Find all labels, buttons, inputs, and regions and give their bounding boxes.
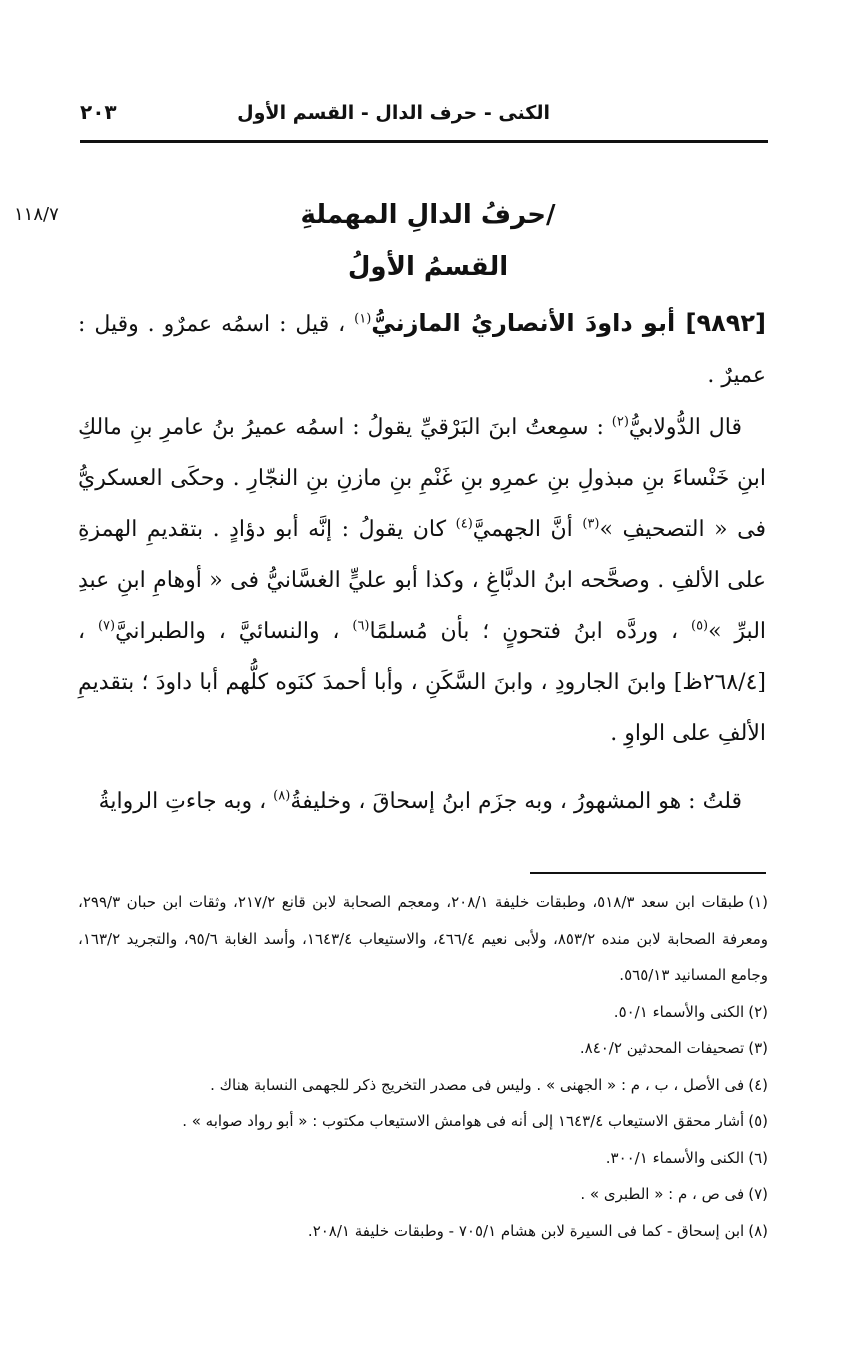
footnote-text: الكنى والأسماء ٣٠٠/١.	[605, 1148, 745, 1167]
footnote-text: تصحيفات المحدثين ٨٤٠/٢.	[579, 1039, 745, 1057]
paragraph-text: ، [٢٦٨/٤ظ] وابنَ الجارودِ ، وابنَ السَّكَنِ ، وأبا أحمدَ كنَوه كلُّهم أبا داودَ ؛ بتقديمِ الألفِ على الواوِ .	[78, 619, 766, 746]
footnote-marker: (٨)	[273, 788, 291, 804]
paragraph-text: قلتُ : هو المشهورُ ، وبه جزَم ابنُ إسحاقَ ، وخليفةُ	[290, 789, 742, 814]
header-rule	[80, 140, 768, 143]
footnote-marker: (١)	[354, 311, 372, 327]
footnote	[78, 1213, 768, 1250]
entry-text: ، قيل : اسمُه عمرٌو . وقيل : عميرٌ .	[78, 312, 766, 388]
footnote-text: الكنى والأسماء ٥٠/١.	[613, 1002, 745, 1021]
footnote-number: (٣)	[748, 1039, 768, 1057]
running-header	[80, 98, 760, 134]
footnote-number: (٨)	[748, 1221, 768, 1240]
footnote-marker: (٢)	[611, 414, 629, 430]
footnote-text: طبقات ابن سعد ٥١٨/٣، وطبقات خليفة ٢٠٨/١، ومعجم الصحابة لابن قانع ٢١٧/٢، وثقات ابن حبان ٢٩٩/٣، ومعرفة الصحابة لابن منده ٨٥٣/٢، ولأبى نعيم ٤٦٦/٤، والاستيعاب ١٦٤٣/٤، وأسد الغابة ٩٥/٦، والتجريد ١٦٣/٢، وجامع المسانيد ٥٦٥/١٣.	[78, 893, 768, 984]
body-paragraph	[78, 402, 766, 759]
footnote	[78, 994, 768, 1031]
entry-heading: [٩٨٩٢] أبو داودَ الأنصاريُ المازنيُّ	[371, 309, 767, 337]
body-paragraph	[78, 776, 766, 832]
footnotes	[78, 884, 768, 1249]
footnote-text: فى ص ، م : « الطبرى » .	[580, 1185, 745, 1203]
footnote-marker: (٦)	[352, 618, 370, 634]
paragraph-text: قال الدُّولابيُّ	[628, 415, 742, 440]
footnote-number: (٢)	[748, 1002, 768, 1021]
footnote-text: ابن إسحاق - كما فى السيرة لابن هشام ٧٠٥/١ - وطبقات خليفة ٢٠٨/١.	[307, 1221, 745, 1240]
footnote	[78, 1103, 768, 1140]
footnote	[78, 1067, 768, 1104]
footnote	[78, 1030, 768, 1067]
footnote-text: أشار محقق الاستيعاب ١٦٤٣/٤ إلى أنه فى هوامش الاستيعاب مكتوب : « أبو رواد صوابه » .	[182, 1112, 745, 1130]
paragraph-text: ، وردَّه ابنُ فتحونٍ ؛ بأن مُسلمًا	[369, 619, 679, 644]
page-number: ٢٠٣	[80, 100, 117, 124]
margin-reference: ١١٨/٧	[14, 204, 59, 225]
entry-paragraph	[78, 298, 766, 401]
footnote	[78, 1176, 768, 1213]
footnote-marker: (٥)	[690, 618, 709, 634]
paragraph-text: أنَّ الجهميَّ	[472, 517, 573, 542]
paragraph-text: ، وبه جاءتِ الروايةُ	[98, 789, 267, 814]
chapter-subtitle: القسمُ الأولُ	[347, 252, 509, 282]
footnote-number: (٥)	[748, 1112, 768, 1130]
footnote-marker: (٧)	[97, 618, 116, 634]
chapter-title: /حرفُ الدالِ المهملةِ	[300, 200, 556, 230]
footnote-separator	[530, 872, 766, 874]
footnote-number: (٧)	[748, 1185, 768, 1203]
paragraph-text: : سمِعتُ ابنَ البَرْقيِّ يقولُ : اسمُه عميرُ بنُ عامرِ بنِ مالكِ ابنِ خَنْساءَ بنِ مبذولِ بنِ عمرِو بنِ غَنْمِ بنِ مازنِ بنِ النجّارِ . وحكَى العسكريُّ فى « التصحيفِ »	[78, 415, 766, 542]
paragraph-text: كان يقولُ : إنَّه أبو دؤادٍ . بتقديمِ الهمزةِ على الألفِ . وصحَّحه ابنُ الدبَّاغِ ، وكذا أبو عليٍّ الغسَّانيُّ فى « أوهامِ ابنِ عبدِ البرِّ »	[78, 517, 767, 644]
footnote	[78, 1140, 768, 1177]
footnote-number: (٦)	[748, 1148, 768, 1167]
header-title: الكنى - حرف الدال - القسم الأول	[237, 102, 550, 124]
paragraph-text: ، والنسائيَّ ، والطبرانيَّ	[115, 619, 340, 644]
footnote-number: (٤)	[748, 1075, 768, 1094]
footnote-number: (١)	[748, 893, 768, 911]
footnote-marker: (٣)	[582, 516, 600, 532]
footnote-text: فى الأصل ، ب ، م : « الجهنى » . وليس فى مصدر التخريج ذكر للجهمى النسابة هناك .	[210, 1075, 745, 1094]
footnote	[78, 884, 768, 994]
footnote-marker: (٤)	[455, 516, 473, 532]
